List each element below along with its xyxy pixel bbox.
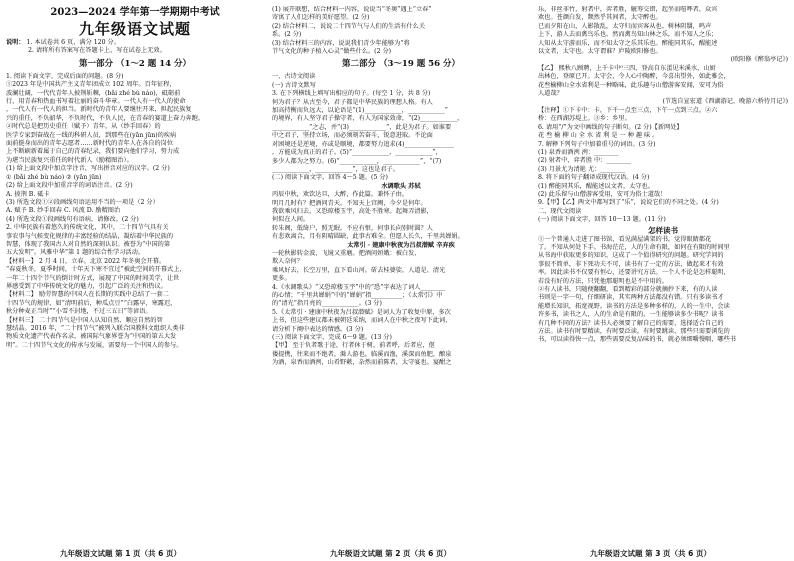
note-label: 说明： [6,39,25,46]
text-line: 慧结晶。2016 年，“二十四节气”被列入联合国教科文组织人类非 [6,325,185,332]
subject-title: 九年级语文试题 [78,20,191,38]
page-3-column [538,6,788,546]
essay-line: 若没有好的方法，只凭他那聪明也是不中用的。 [538,277,668,285]
text-line: 五大发明”。风雅中华”第 1 题的综合性学习活动。 [6,249,144,257]
text-line: (3) 所选文段①②段画线句语运用不当的一项是（2 分） [6,198,159,206]
text-line: 【乙】 熙秋八顾聘，上千卡中⁰三四，登高自东蛋见米溪水，山厨 [538,64,716,72]
essay-line: 书，可以读得快一点，那些需要反复品味的书，就必须细嚼慢咽，哪些书 [538,336,736,344]
text-line: ，方能成为真正的君子。(5)“____________，____________”， [272,149,442,157]
part1-body [6,73,264,350]
source-citation-a: (欧阳修《醉翁亭记》) [730,56,788,64]
question-line: (1) 展开联想，结合材料一内容，说说当“冬奥”遇上“立春” [272,6,432,13]
question-line: 请分析下阕中表达的情感。(3 分) [272,325,364,333]
question-line: 节气文化的种子植入心灵”做些什么。(2 分) [272,48,392,56]
part1-heading: 第一部分 （1～2 题 14 分） [79,58,191,69]
text-line: “春夏秋冬，夏季时间，十年天下寒不宜过”被此空间的开幕式上， [6,266,186,274]
text-line: 的境界，有人坚守君子操守者，有人为国家效命，“(2)____________， [272,115,464,123]
essay-line: 率。因此读书不仅要有恒心，还要讲究方法。一个人不论是怎样聪明， [538,269,730,277]
essay-body [538,236,788,345]
question-line: (1) 泉香而酒洌 洌：________ [538,148,619,156]
text-line: 人知从太守游而乐，而不知太守之乐其乐也。醉能同其乐，醒能述 [538,39,718,47]
poem-line: 明月几时有？把酒问青天。不知天上宫阙，今夕是何年。 [272,199,427,207]
page-2-column [272,6,530,546]
text-line: 波澜壮阔，一代代青年人披荆斩棘，(bǎi zhé bù náo)，砥砺前 [6,89,181,97]
text-line: 1. 阅读下面文字，完成后面的问题。(8 分) [6,72,124,80]
essay-line: 了。不知从何处下手。书海茫茫，人的生命有限，如何在有限的时间里 [538,243,730,251]
question-line: 为酒，泉香而酒洌，山肴野蔌，杂然而前陈者，太守宴也。宴酣之 [272,359,452,367]
text-line: (1) 给上面文段中加点字注音，写出拼音对应的汉字。(2 分) [6,165,170,173]
text-line: ① (bǎi zhé bù náo) ② (yān jūn) [6,173,102,181]
text-line: 【材料二】 励劳智慧的中国人在长期的实践中总结了一套二 [6,291,169,299]
text-line: 多少人都为之努力。(6)“____________，____________”，“(7) [272,157,442,165]
poem1-title: 水调歌头 苏轼 [381,182,421,190]
poem-line: 更多。 [272,275,291,283]
text-line: 欢也。苍颜白发，颓然乎其间者，太守醉也。 [538,14,662,22]
text-line: 中之君子，坚持立场，而必须刻苦奋斗，锐意进取。不论面 [272,132,433,140]
text-line: 行，用青春和热血书写着壮丽的奋斗华章。一代人有一代人的使命 [6,98,186,106]
question-line: 9.【甲】【乙】两文中都写到了“乐”，说说它们的不同之处。(4 分) [538,199,719,207]
text-line: 智慧，体现了我国古人对自然的深刻认识。被誉为“中国的第 [6,240,171,248]
classical-questions [538,107,788,225]
question-line: 的“清光”指月亮的____________。(3 分) [272,300,382,308]
poem-line: 欺人奈何？ [272,258,303,266]
text-line: 十四节气的规律，如“清明前后，种瓜点豆”“白露早，寒露迟， [6,299,177,307]
note-line: 2. 请将所有答案写在答题卡上，写在试卷上无效。 [28,47,166,55]
text-line: 已而夕阳在山，人影散乱，太守归而宾客从也。树林阴翳，鸣声 [538,22,712,30]
question-line: (1) 醉能同其乐，醒能述以文者，太守也。 [538,182,654,190]
text-line: 上不断刷新着属于自己的青春纪录，我们要向他们学习，努力成 [6,148,180,156]
question-line: 【注释】①下卡中：卡，下千一点至三点，下午一点到三点。②六 [538,106,718,114]
essay-line: 许多书，读书之人，人的生命是有限的，一生能够读多少书呢？读书 [538,311,724,319]
text-line: 秋分种麦正当时”“小雪不封地，不过三五日”等谚语。 [6,308,152,316]
question-line: 的心情；“千里共婵娟”中的“婵娟”指__________；《太常引》中 [272,292,443,299]
text-line: 事农事与气候变化规律的丰富经验的结晶，凝结着中华民族的 [6,232,174,240]
text-line: A. 披荆 B. 砥卡 [6,190,50,198]
exam-notes [6,39,264,56]
essay-line: ①一个普通人走进了图书馆，看见满屋满架的书，觉得眼睛都花 [538,235,712,243]
text-line: (一) 古诗文默写 [272,81,316,89]
question-line: (一) 阅读下面文字，回答 10～13 题。(11 分) [538,216,666,224]
essay-line: 书则是一字一句，仔细研读，其实两种方法都没有错。只有多读书才 [538,294,724,302]
text-line: (2) 给上面文段中加重音字的词语注音。(2 分) [6,182,133,190]
exam-title: 2023—2024 学年第一学期期中考试 [50,7,220,18]
page-footer-3: 九年级语文试题 第 3 页（共 6 页） [590,549,711,558]
text-line: 为堪当民族复兴重任的时代新人（励精图治）。 [6,156,133,164]
poem-line: 一轮秋影转金波，飞镜又重磨。把酒问姮娥：被白发、 [272,249,421,257]
question-line: (2) 射者中，弈者胜 中：________ [538,157,632,165]
text-line: 2. 中华民族有着悠久的传统文化，其中，二十四节气具有关 [6,224,169,232]
text-line: 对困境还是逆境，亦或是顺境，都要努力追求(4)________________ [272,140,455,148]
text-line: 加高持衡而负远大，以论语是“(1)____________，____________” [272,107,448,115]
question-line: 8. 将下面的句子翻译成现代汉语。(4 分) [538,174,650,182]
poem-line: 有悲欢离合，月有阴晴圆缺，此事古难全。但愿人长久，千里共婵娟。 [272,233,464,241]
essay-line: 方法。读书有时要精读，有时要泛读，有时要跳读，那些只需要浏览的 [538,328,730,336]
essay-line: 事很不简单，非下死功夫不可，读书有了一定的方法，做起来才有效 [538,260,724,268]
note-line: 1. 本试卷共 6 页，满分 120 分。 [26,39,120,46]
essay-title: 怎样读书 [648,225,678,235]
question-line: 上书，但这些建议都未被朝廷采纳，而词人在中秋之夜写下此词， [272,317,452,325]
question-line: (2) 此乐留与山僧游客受用，安可为俗士道哉！ [538,190,667,198]
question-line: 5.《太常引 · 建康中秋夜为吕叔潜赋》是词人为了收复中原，多次 [272,308,451,316]
text-line: 一、古诗文阅读 [272,73,316,81]
question-line: 二、现代文阅读 [538,207,582,215]
text-line: 何为君子？从古至今，君子都是中华民族的理想人格。有人 [272,98,433,106]
poem-questions [272,284,530,368]
text-line: (4) 所选文段①段画线句有语病，请修改。(2 分) [6,215,139,223]
poem2-title: 太常引 · 建康中秋夜为吕叔潜赋 辛弃疾 [347,241,455,249]
text-line: 3. 在下列横线上填写出相应的句子。(每空 1 分，共 8 分) [272,90,431,98]
question-line: 系。(2 分) [272,31,302,39]
essay-line: ②有人读书，只随便翻翻，看到精彩的部分就摘抄下来，有的人读 [538,286,718,293]
question-line: 6. 请用“/”为文中画线的句子断句。(2 分)【新网处】 [538,123,683,131]
essay-line: 有几种不同的方法？读书人必须要了解自己的需要，选择适合自己的 [538,319,724,327]
poetry-fill-section [272,73,530,182]
text-line: 【材料三】 二十四节气是中国人认知自然、顺应自然的智 [6,316,163,324]
classical-text-b [538,65,788,99]
essay-line: 能增长知识，拓宽视野。读书的方法是多种多样的，人的一生中，会读 [538,302,730,310]
poem-line: 丙辰中秋，欢饮达旦，大醉，作此篇，兼怀子由。 [272,191,409,199]
text-line: 兴的重任，不负韶华，不负时代，不负人民，在青春的赛道上奋力奔跑。 [6,114,204,122]
text-line: (二) 阅读下面文字，回答 4～5 题。(5 分) [272,174,388,182]
text-line: 物质文化遗产代表作名录，被国际气象界誉为“中国的第五大发 [6,333,177,341]
question-line: 桥：在西湖苏堤上。③乡：乡里。 [538,115,631,123]
text-line: ②时代总是把历史重任（赋予）青年，从（纱手回春）的 [6,123,161,131]
text-line: A. 赋予 B. 纱手回春 C. 风流 D. 励精图治 [6,207,121,215]
poem2-body [272,250,530,284]
question-line: 4.《水调歌头》“又恐琼楼玉宇”中的“恐”字表达了词人________ [272,283,446,291]
text-line: 面前挺身而出的青年志愿者……新时代的青年人在各自的岗位 [6,140,174,148]
question-line: 偻提携，往来而不绝者，滁人游也。临溪而渔，溪深而鱼肥，酿泉 [272,350,452,358]
text-line: 医学专家到奋战在一线的科研人员，到那些在(yān jūn)的疾病 [6,131,177,139]
question-line: (2) 结合材料二，说说二十四节气与人们的生活有什么关 [272,22,426,30]
page-footer-1: 九年级语文试题 第 1 页（共 6 页） [60,549,181,558]
part1-questions [272,6,530,56]
source-citation-b: (节选自宣宏道《西湖游记，晚游六桥待月记》) [662,98,788,106]
question-line: 寄寓了人们怎样的美好愿望。(2 分) [272,14,370,22]
question-line: (3) 月景尤为清艳 尤：________ [538,165,625,173]
text-line: 上下，游人去而禽鸟乐也。然而禽鸟知山林之乐，而不知人之乐； [538,31,718,39]
text-line: 明”。二十四节气文化的传承与发展，需要每一个中国人的参与。 [6,341,183,349]
part2-heading: 第二部分 （3～19 题 56 分） [342,59,460,70]
page-footer-2: 九年级语文试题 第 2 页（共 6 页） [330,549,451,558]
text-line: 花叁榆柳山全水省利是一种略味，此乐趣与山僧游客安闻，安可为俗 [538,81,724,89]
page-1-column [6,6,264,546]
poem-line: 何似在人间。 [272,216,310,224]
classical-text-a [538,6,788,56]
poem-line: 乘风好去，长空万里，直下看山河。斫去桂婆娑，人道是、清光 [272,266,446,274]
text-line: ____________，____________”，这也是君子。 [272,165,399,173]
question-line: 【甲】 至于负者歌于途，行者休于树，前者呼，后者应，伛 [272,342,435,350]
poem-line: 我欲乘风归去，又恐琼楼玉宇，高处不胜寒。起舞弄清影， [272,207,433,215]
question-line: (3) 结合材料三的内容，说说我们青少年能够为“将 [272,39,410,47]
text-line: 【材料一】 2 月 4 日，立春。北京 2022 年冬奥会开幕。 [6,257,166,265]
text-line: 人道哉？ [538,90,563,98]
text-line: 出林色，登原已开。太守会，令人心中陶醉，今喜出望外，如此雅会， [538,73,730,81]
text-line: 界感受到了中华传统文化的魅力，引起广泛的关注和热议。 [6,282,167,290]
poem-line: 转朱阁，低绮户，照无眠。不应有恨，何事长向别时圆？人 [272,224,433,232]
question-line: 花 叁 榆 柳 山 全 水 省 利 是 一 种 趣 味 。 [538,132,659,140]
text-line: 以文者，太守也。太守谓谁？庐陵欧阳修也。 [538,48,662,56]
poem1-body [272,191,530,241]
text-line: ，一代人有一代人的担当。新时代的青年人要继往开来，担起民族复 [6,106,192,114]
question-line: (三) 阅读下面文字，完成 6～9 题。(13 分) [272,334,392,342]
essay-line: 从书海中获取更多的知识，这成了一个值得研究的问题。研究学问的 [538,252,724,260]
text-line: ____________”之志，并“(3)____________”，此是为君子。如谁要 [272,123,452,131]
text-line: 乐，非丝非竹，射者中，弈者胜，觥筹交错，起坐而喧哗者，众宾 [538,6,718,13]
question-line: 7. 解释下列句子中加着重号的词语。(3 分) [538,140,656,148]
text-line: ①2023 年是中国共产主义青年团成立 102 周年。百年征程， [6,81,176,89]
text-line: 一年二十四个节气的倒计时方式，展现了中国的时间美学，让世 [6,274,180,282]
